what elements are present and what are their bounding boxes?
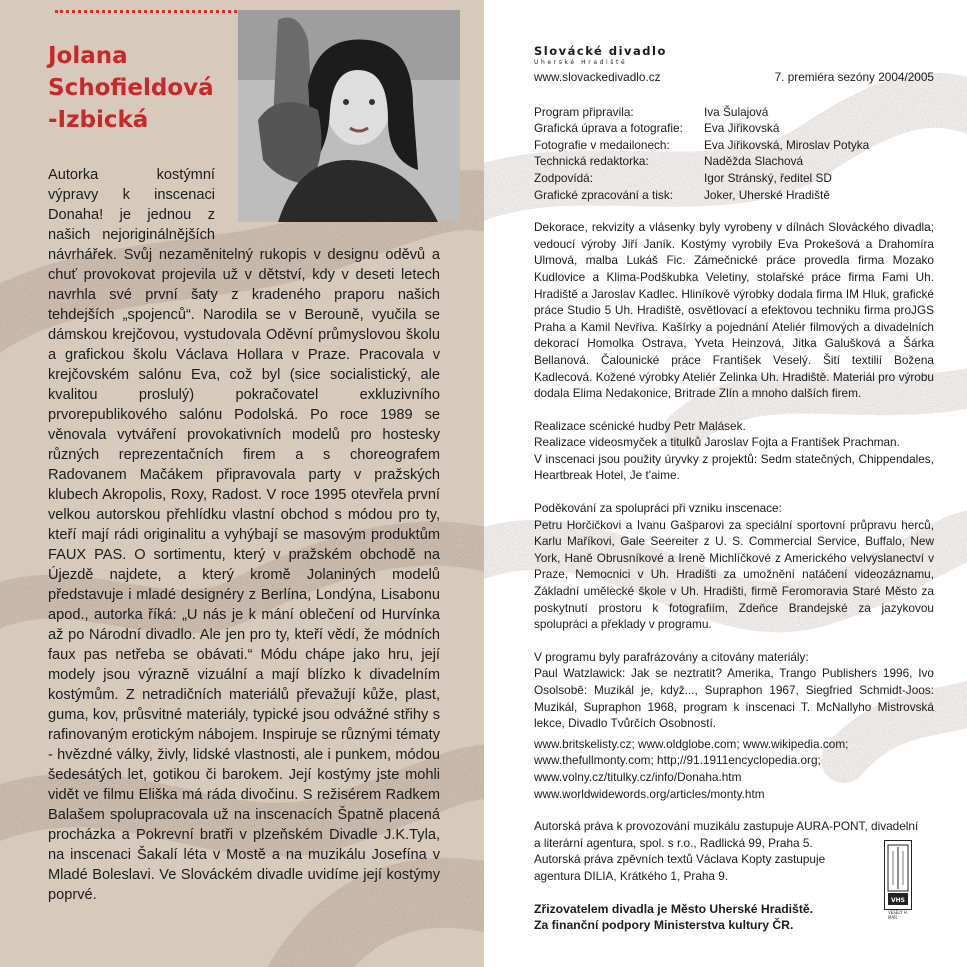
source-link[interactable]: www.thefullmonty.com; http;//91.1911encyclopedia.org; [534,753,821,768]
credits-table [534,104,934,204]
author-name-line: Jolana [48,43,128,69]
theatre-website[interactable]: www.slovackedivadlo.cz [534,70,661,84]
credit-name: Igor Stránský, ředitel SD [704,170,832,185]
credit-role: Zodpovídá: [534,170,594,185]
printer-logo [884,840,912,910]
source-link[interactable]: www.volny.cz/titulky.cz/info/Donaha.htm [534,769,742,784]
decorations-paragraph: Dekorace, rekvizity a vlásenky byly vyrobeny v dílnách Slováckého divadla; vedoucí výroby Jiří Janík. Kostýmy vyrobily Eva Prokešová a Drahomíra Ulmová, malba Lukáš Fic. Zámečnické práce provedla firma Mozako Kudlovice a Klima-Podškubka Veletiny, stolařské práce firma Fami Uh. Hradiště a Jaroslav Kadlec. Hliníkové výrobky dodala firma IM Hluk, grafické práce Studio 5 Uh. Hradiště, osvětlovací a efektovou techniku firma proJGS Praha a Kamil Nevřiva. Kašírky a pojednání Ateliér filmových a divadelních dekorací Homolka Ostrava, Yveta Heinzová, Jitka Galušková a Šárka Bellanová. Čalounické práce František Veselý. Šití textilií Božena Kadlecová. Kožené výrobky Ateliér Zelinka Uh. Hradiště. Materiál pro výrobu dodala Elima Nedakonice, Britrade Zlín a mnoho dalších firem. [534,220,934,401]
music-line: V inscenaci jsou použity úryvky z projektů: Sedm statečných, Chippendales, Heartbreak Hotel, Je t'aime. [534,451,934,483]
founder-statement: Zřizovatelem divadla je Město Uherské Hradiště. [534,901,814,916]
program-credits-column [534,45,934,934]
author-biography [48,165,440,905]
credit-role: Grafická úprava a fotografie: [534,121,683,136]
source-link[interactable]: www.britskelisty.cz; www.oldglobe.com; www.wikipedia.com; [534,736,849,751]
credit-role: Technická redaktorka: [534,154,649,169]
source-link[interactable]: www.worldwidewords.org/articles/monty.htm [534,786,765,801]
rights-line: a literární agentura, spol. s r.o., Radlická 99, Praha 5. [534,835,813,850]
printer-logo-text: VHS [891,897,905,904]
website-row [534,69,934,86]
sources-heading: V programu byly parafrázovány a citovány materiály: [534,649,809,664]
right-page [484,0,967,967]
theatre-logo-title: Slovácké divadlo [534,44,667,58]
rights-line: agentura DILIA, Krátkého 1, Praha 9. [534,868,729,883]
premiere-info: 7. premiéra sezóny 2004/2005 [774,70,934,84]
author-name [48,40,214,136]
photo-spacer [215,165,440,229]
printer-mark: VESELÝ H. MAR. [888,910,908,920]
author-name-line: Schofieldová [48,75,214,101]
sources-paragraph: Paul Watzlawick: Jak se neztratit? Amerika, Trango Publishers 1996, Ivo Osolsobě: Muzikál je, když..., Supraphon 1967, Siegfried Schmidt-Joos: Muzikál, Supraphon 1968, program k inscenaci T. McNallyho Mistrovská lekce, Divadlo Tvůrčích Osobností. [534,666,934,731]
biography-text: Autorka kostýmní výpravy k inscenaci Donaha! je jednou z našich nejoriginálnějších návrhářek. Svůj nezaměnitelný rukopis v designu oděvů a chuť provokovat projevila už v dětství, kdy v deseti letech navrhla své první šaty z kradeného praporu našich tehdejších „spojenců“. Narodila se v Berouně, vyučila se dámskou krejčovou, vystudovala Oděvní průmyslovou školu a grafickou školu Václava Hollara v Praze. Pracovala v krejčovském salónu Eva, což byl (sice socialistický, ale kvalitou proslulý) pokračovatel exkluzivního prvorepublikového salónu Podolská. Po roce 1989 se věnovala vytváření provokativních modelů pro hostesky různých reprezentačních firem a s choreografem Radovanem Mačákem připravovala party v pražských klubech Akropolis, Roxy, Radost. V roce 1995 otevřela první velkou autorskou přehlídku vlastní obchod s módou pro ty, kteří mají rádi originalitu a vyhýbají se masovým produktům FAUX PAS. O sortimentu, který v pražském obchodě na Újezdě najdete, a který kromě Jolaniných modelů představuje i mladé designéry z Berlína, Londýna, Lisabonu apod., autorka říká: „U nás je k mání oblečení od Hurvínka až po Národní divadlo. Ale jen pro ty, kteří vědí, že módních faux pas netřeba se obávati.“ Módu chápe jako hru, její modely jsou výrazně vizuální a mají blízko k divadelním kostýmům. Z netradičních materiálů převažují kůže, plast, guma, kov, průsvitné materiály, typické jsou odvážné střihy s rafinovaným erotickým nábojem. Inspiruje se různými tématy - hvězdné války, živly, lidské vlastnosti, ale i punkem, módou šedesátých let, gotikou či barokem. Její kostýmy jste mohli vidět ve filmu Eliška má ráda divočinu. S režisérem Radkem Balašem spolupracovala už na inscenacích Špatně placená procházka a Pokrevní bratři v plzeňském Divadle J.K.Tyla, na inscenaci Šakalí léta v Mostě a na muzikálu Josefína v Mladé Boleslavi. Ve Slováckém divadle uvidíme její kostýmy poprvé. [48,167,440,903]
support-statement: Za finanční podpory Ministerstva kultury ČR. [534,918,794,933]
credit-role: Fotografie v medailonech: [534,137,670,152]
thanks-heading: Poděkování za spolupráci při vzniku inscenace: [534,501,782,516]
credit-name: Iva Šulajová [704,104,769,119]
rights-line: Autorská práva k provozování muzikálu zastupuje AURA-PONT, divadelní [534,819,919,834]
credit-name: Eva Jiřikovská [704,121,780,136]
credit-name: Eva Jiřikovská, Miroslav Potyka [704,137,870,152]
theatre-logo-city: Uherské Hradiště [534,59,628,66]
music-line: Realizace scénické hudby Petr Malásek. [534,418,746,433]
credit-role: Grafické zpracování a tisk: [534,187,673,202]
credit-role: Program připravila: [534,104,634,119]
author-name-line: -Izbická [48,107,149,133]
credit-name: Joker, Uherské Hradiště [704,187,830,202]
thanks-paragraph: Petru Horčičkovi a Ivanu Gašparovi za speciální sportovní průpravu herců, Karlu Maříkovi, Gale Seereiter z U. S. Commercial Service, Buffalo, New York, Haně Obrusníkové a Ireně Michlíčkové z Amerického velvyslanectví v Praze, Nemocnici v Uh. Hradišti za umožnění natáčení videozáznamu, Základní umělecké škole v Uh. Hradišti, firmě Feromoravia Staré Město za poskytnutí prostoru k fotografiím, Zdeňce Brandejské za jazykovou spolupráci a překlady v programu. [534,517,934,632]
rights-line: Autorská práva zpěvních textů Václava Kopty zastupuje [534,852,826,867]
music-line: Realizace videosmyček a titulků Jaroslav Fojta a František Prachman. [534,435,900,450]
credit-name: Naděžda Slachová [704,154,804,169]
